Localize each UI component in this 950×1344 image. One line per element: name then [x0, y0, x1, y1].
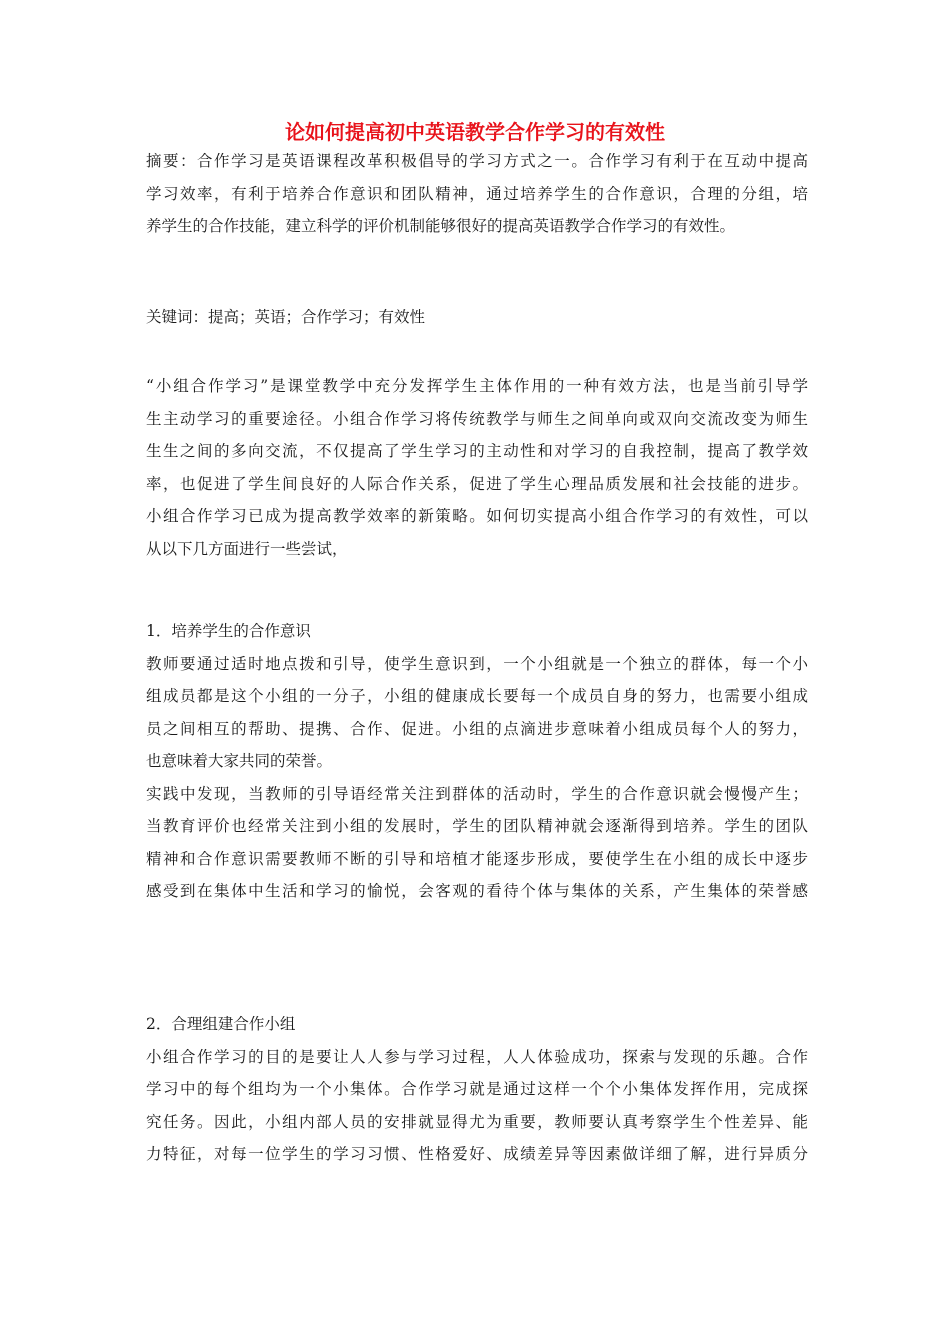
intro-line: “小组合作学习”是课堂教学中充分发挥学生主体作用的一种有效方法，也是当前引导学 [146, 377, 808, 395]
section1-para2-line: 实践中发现，当教师的引导语经常关注到群体的活动时，学生的合作意识就会慢慢产生； [146, 784, 808, 803]
section1 [146, 615, 808, 908]
section2-para1-line: 究任务。因此，小组内部人员的安排就显得尤为重要，教师要认真考察学生个性差异、能 [146, 1112, 808, 1131]
keywords-line: 关键词：提高；英语；合作学习；有效性 [146, 308, 426, 326]
abstract-line: 养学生的合作技能，建立科学的评价机制能够很好的提高英语教学合作学习的有效性。 [146, 217, 736, 235]
section2-para1-line: 学习中的每个组均为一个小集体。合作学习就是通过这样一个个小集体发挥作用，完成探 [146, 1080, 808, 1098]
abstract-line: 学习效率，有利于培养合作意识和团队精神，通过培养学生的合作意识，合理的分组，培 [146, 184, 808, 203]
section1-para1-line: 也意味着大家共同的荣誉。 [146, 752, 333, 770]
document-title: 论如何提高初中英语教学合作学习的有效性 [285, 120, 665, 144]
section1-para2-line: 当教育评价也经常关注到小组的发展时，学生的团队精神就会逐渐得到培养。学生的团队 [146, 817, 808, 835]
section1-heading: 1．培养学生的合作意识 [146, 622, 311, 640]
section1-para1-line: 员之间相互的帮助、提携、合作、促进。小组的点滴进步意味着小组成员每个人的努力， [146, 719, 808, 738]
abstract-line: 摘要：合作学习是英语课程改革积极倡导的学习方式之一。合作学习有利于在互动中提高 [146, 152, 808, 170]
keywords-paragraph [146, 301, 808, 334]
intro-line: 生主动学习的重要途径。小组合作学习将传统教学与师生之间单向或双向交流改变为师生 [146, 409, 808, 428]
intro-line: 生生之间的多向交流，不仅提高了学生学习的主动性和对学习的自我控制，提高了教学效 [146, 442, 808, 460]
section1-para1-line: 教师要通过适时地点拨和引导，使学生意识到，一个小组就是一个独立的群体，每一个小 [146, 654, 808, 673]
section1-para1-line: 组成员都是这个小组的一分子，小组的健康成长要每一个成员自身的努力，也需要小组成 [146, 687, 808, 705]
intro-paragraph [146, 370, 808, 565]
section2 [146, 1008, 808, 1171]
section2-heading: 2．合理组建合作小组 [146, 1015, 296, 1033]
abstract-paragraph [146, 145, 808, 243]
section2-para1-line: 小组合作学习的目的是要让人人参与学习过程，人人体验成功，探索与发现的乐趣。合作 [146, 1047, 808, 1066]
intro-line: 率，也促进了学生间良好的人际合作关系，促进了学生心理品质发展和社会技能的进步。 [146, 474, 808, 493]
section1-para2-line: 精神和合作意识需要教师不断的引导和培植才能逐步形成，要使学生在小组的成长中逐步 [146, 849, 808, 868]
section2-para1-line: 力特征，对每一位学生的学习习惯、性格爱好、成绩差异等因素做详细了解，进行异质分 [146, 1145, 808, 1163]
section1-para2-line: 感受到在集体中生活和学习的愉悦，会客观的看待个体与集体的关系，产生集体的荣誉感 [146, 882, 808, 900]
intro-line: 从以下几方面进行一些尝试， [146, 539, 348, 558]
intro-line: 小组合作学习已成为提高教学效率的新策略。如何切实提高小组合作学习的有效性，可以 [146, 507, 808, 525]
